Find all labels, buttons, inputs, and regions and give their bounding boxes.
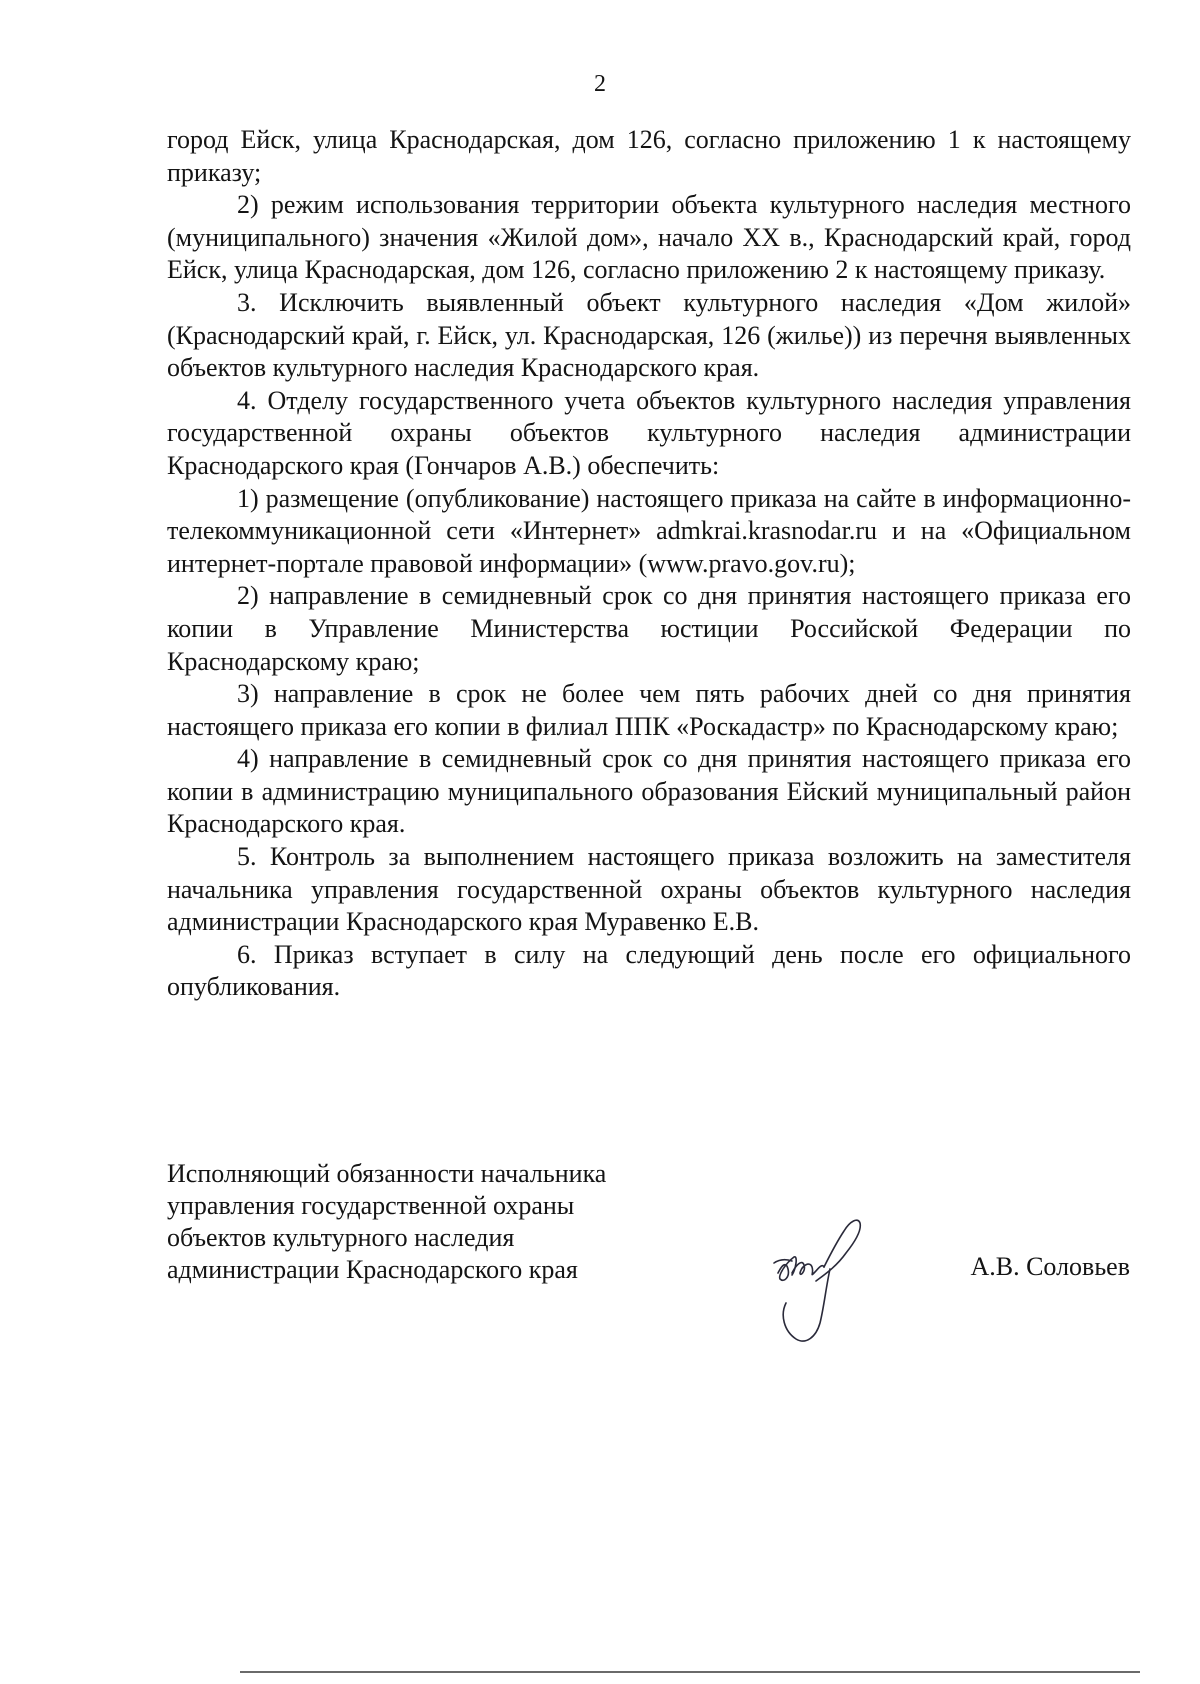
paragraph-6: 2) направление в семидневный срок со дня принятия настоящего приказа его копии в Управление Министерства юстиции Российской Федерации по Краснодарскому краю; (167, 581, 1131, 676)
signer-title-line-2: управления государственной охраны (167, 1191, 575, 1220)
signer-title-line-1: Исполняющий обязанности начальника (167, 1159, 607, 1188)
signer-title (167, 1158, 606, 1286)
footer-divider (240, 1671, 1140, 1673)
paragraph-9: 5. Контроль за выполнением настоящего приказа возложить на заместителя начальника управления государственной охраны объектов культурного наследия администрации Краснодарского края Муравенко Е.В. (167, 842, 1131, 937)
handwritten-signature (770, 1203, 880, 1363)
paragraph-4: 4. Отделу государственного учета объектов культурного наследия управления государственной охраны объектов культурного наследия администрации Краснодарского края (Гончаров А.В.) обеспечить: (167, 385, 1131, 480)
paragraph-7: 3) направление в срок не более чем пять рабочих дней со дня принятия настоящего приказа его копии в филиал ППК «Роскадастр» по Краснодарскому краю; (167, 679, 1131, 741)
paragraph-8: 4) направление в семидневный срок со дня принятия настоящего приказа его копии в администрацию муниципального образования Ейский муниципальный район Краснодарского края. (167, 744, 1131, 839)
paragraph-5: 1) размещение (опубликование) настоящего приказа на сайте в информационно-телекоммуникационной сети «Интернет» admkrai.krasnodar.ru и на «Официальном интернет-портале правовой информации» (www.pravo.gov.ru); (167, 483, 1131, 578)
paragraph-2: 2) режим использования территории объекта культурного наследия местного (муниципального) значения «Жилой дом», начало XX в., Краснодарский край, город Ейск, улица Краснодарская, дом 126, согласно приложению 2 к настоящему приказу. (167, 190, 1131, 285)
page-number: 2 (594, 71, 606, 97)
paragraph-10: 6. Приказ вступает в силу на следующий день после его официального опубликования. (167, 939, 1131, 1002)
paragraph-1: город Ейск, улица Краснодарская, дом 126, согласно приложению 1 к настоящему приказу; (167, 125, 1131, 187)
signer-title-line-4: администрации Краснодарского края (167, 1255, 578, 1284)
signer-name: А.В. Соловьев (970, 1252, 1130, 1281)
paragraph-3: 3. Исключить выявленный объект культурного наследия «Дом жилой» (Краснодарский край, г. Ейск, ул. Краснодарская, 126 (жилье)) из перечня выявленных объектов культурного наследия Краснодарского края. (167, 287, 1131, 383)
signer-title-line-3: объектов культурного наследия (167, 1223, 515, 1252)
document-body (167, 124, 1131, 1004)
